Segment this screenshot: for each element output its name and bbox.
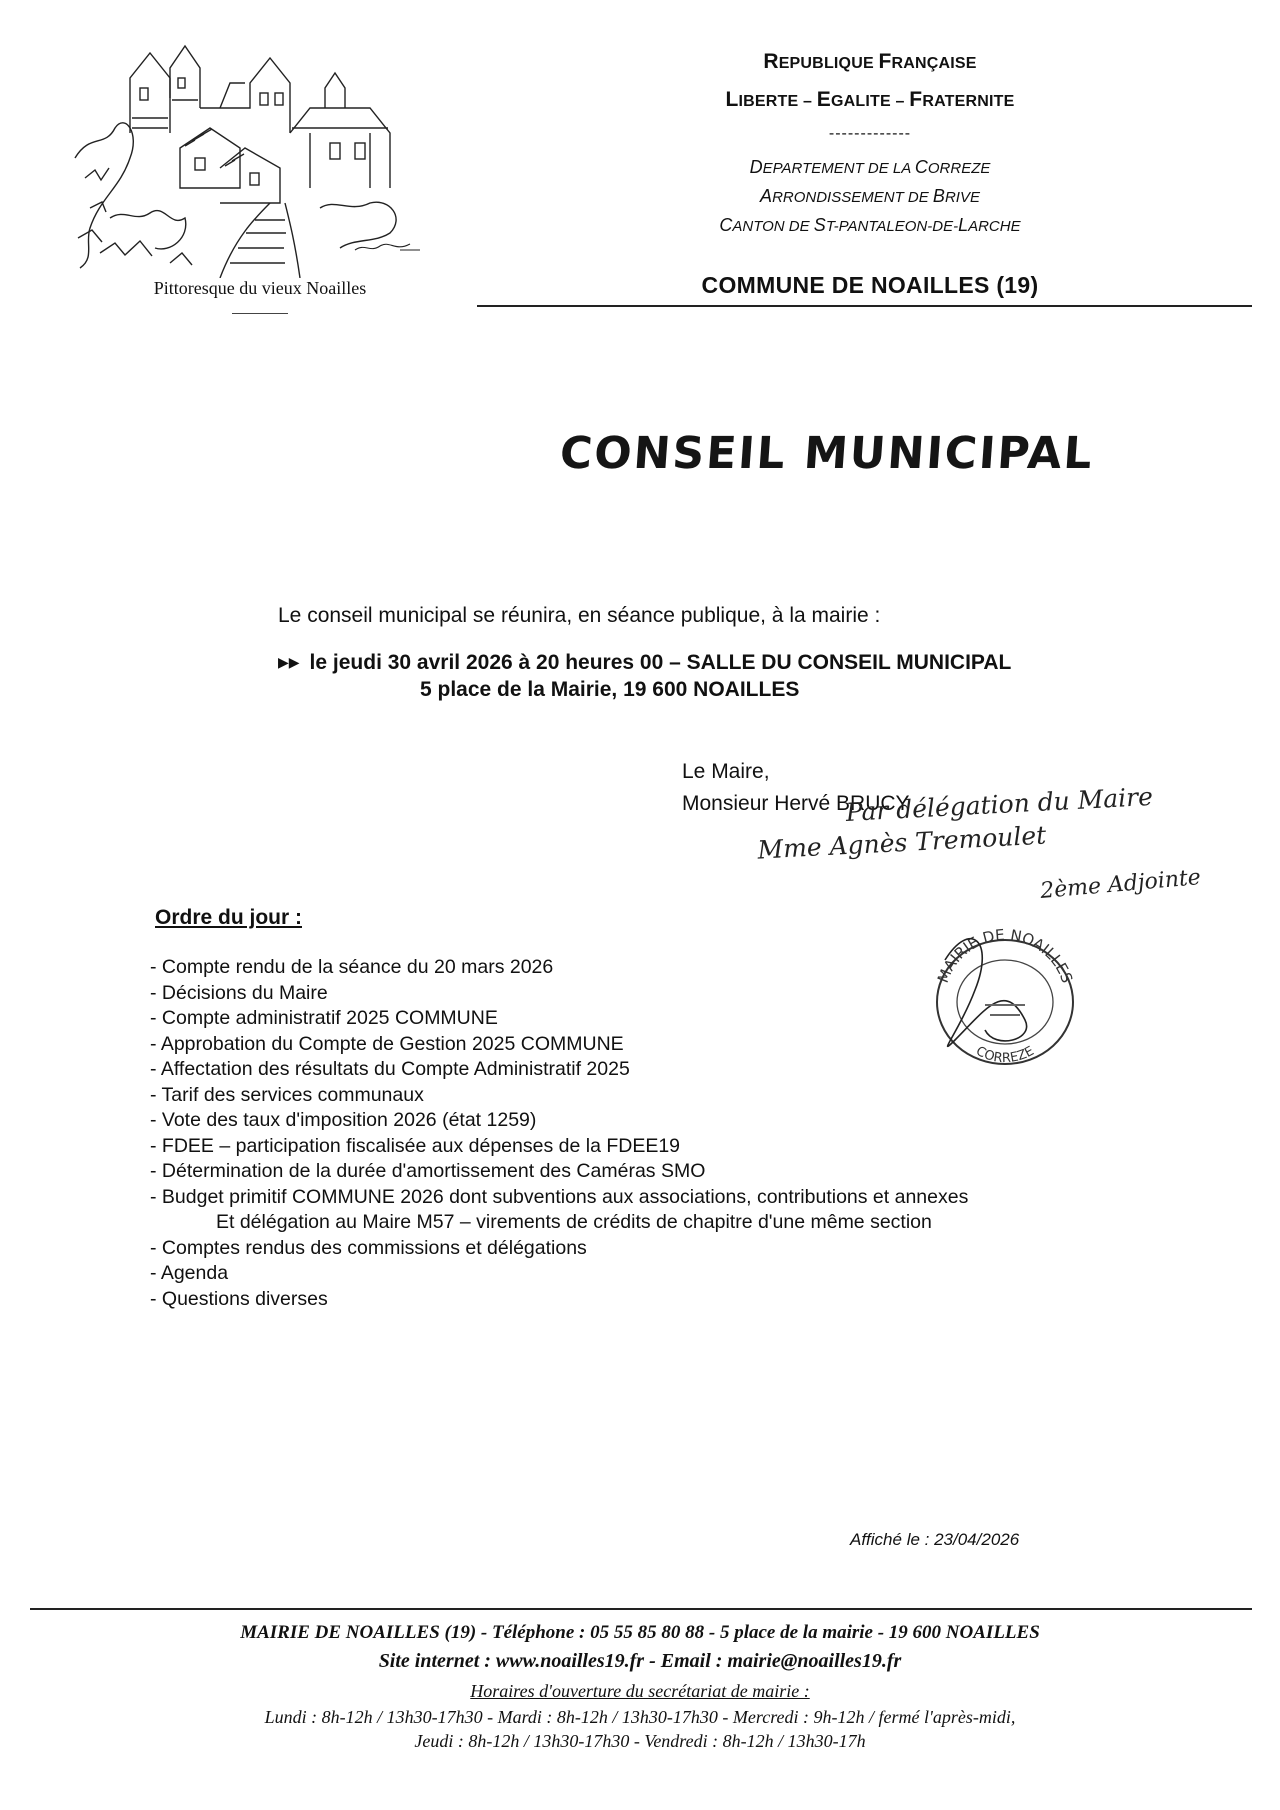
footer-hours-line-1: Lundi : 8h-12h / 13h30-17h30 - Mardi : 8h-12h / 13h30-17h30 - Mercredi : 9h-12h / fermé l'après-midi,: [264, 1707, 1016, 1727]
republic-heading: REPUBLIQUE FRANÇAISE: [763, 50, 977, 73]
agenda-item: - Tarif des services communaux: [150, 1083, 424, 1106]
mayor-name: Monsieur Hervé BRUCY: [682, 792, 910, 815]
posted-date: Affiché le : 23/04/2026: [850, 1530, 1020, 1549]
agenda-item: - Questions diverses: [150, 1287, 328, 1310]
footer-hours-line-2: Jeudi : 8h-12h / 13h30-17h30 - Vendredi : 8h-12h / 13h30-17h: [414, 1731, 866, 1751]
mayor-label: Le Maire,: [682, 760, 770, 783]
agenda-item: - Compte rendu de la séance du 20 mars 2026: [150, 956, 554, 978]
page-title: CONSEIL MUNICIPAL: [558, 428, 1096, 479]
agenda-item: - Approbation du Compte de Gestion 2025 COMMUNE: [150, 1032, 624, 1055]
stamp-text-top: MAIRIE DE NOAILLES: [933, 925, 1077, 986]
commune-title: COMMUNE DE NOAILLES (19): [701, 272, 1039, 298]
agenda-item: - Décisions du Maire: [150, 981, 328, 1004]
header-dashes: -------------: [828, 125, 912, 142]
agenda-item: - Agenda: [150, 1262, 229, 1284]
agenda-list: [150, 955, 1230, 1312]
footer-hours-title: Horaires d'ouverture du secrétariat de mairie :: [470, 1681, 810, 1701]
footer-contact: MAIRIE DE NOAILLES (19) - Téléphone : 05 55 85 80 88 - 5 place de la mairie - 19 600 NOAILLES: [240, 1622, 1040, 1643]
department-line: DEPARTEMENT DE LA CORREZE: [749, 157, 991, 177]
meeting-date-place: le jeudi 30 avril 2026 à 20 heures 00 – SALLE DU CONSEIL MUNICIPAL: [309, 651, 1012, 674]
footer-web-email: Site internet : www.noailles19.fr - Email : mairie@noailles19.fr: [378, 1650, 902, 1672]
double-arrow-icon: ▶▶: [278, 654, 300, 670]
caption-divider: [232, 313, 288, 314]
agenda-item: - Compte administratif 2025 COMMUNE: [150, 1007, 498, 1029]
meeting-address: 5 place de la Mairie, 19 600 NOAILLES: [420, 678, 800, 701]
agenda-title: Ordre du jour :: [155, 906, 302, 929]
agenda-item: - Détermination de la durée d'amortissement des Caméras SMO: [150, 1160, 706, 1182]
convocation-intro: Le conseil municipal se réunira, en séance publique, à la mairie :: [278, 604, 881, 627]
header-divider: [477, 305, 1252, 307]
meeting-details: [278, 651, 1011, 675]
agenda-item: - Budget primitif COMMUNE 2026 dont subventions aux associations, contributions et annexes: [150, 1185, 969, 1208]
agenda-item-continuation: Et délégation au Maire M57 – virements de crédits de chapitre d'une même section: [216, 1211, 932, 1233]
signature-line-2: Mme Agnès Tremoulet: [756, 820, 1047, 865]
logo-caption: Pittoresque du vieux Noailles: [153, 278, 367, 298]
agenda-item: - Affectation des résultats du Compte Administratif 2025: [150, 1058, 630, 1080]
agenda-item: - FDEE – participation fiscalisée aux dépenses de la FDEE19: [150, 1134, 681, 1157]
village-sketch-logo: [70, 38, 440, 278]
signature-line-1: Par délégation du Maire: [845, 781, 1154, 827]
signature-line-3: 2ème Adjointe: [1039, 865, 1202, 904]
agenda-item: - Comptes rendus des commissions et délégations: [150, 1236, 587, 1259]
stamp-text-bottom: CORREZE: [973, 1043, 1037, 1067]
agenda-item: - Vote des taux d'imposition 2026 (état 1259): [150, 1109, 537, 1131]
republic-motto: LIBERTE – EGALITE – FRATERNITE: [725, 88, 1015, 111]
footer-divider: [30, 1608, 1252, 1610]
arrondissement-line: ARRONDISSEMENT DE BRIVE: [760, 186, 980, 206]
canton-line: CANTON DE ST-PANTALEON-DE-LARCHE: [719, 215, 1021, 235]
